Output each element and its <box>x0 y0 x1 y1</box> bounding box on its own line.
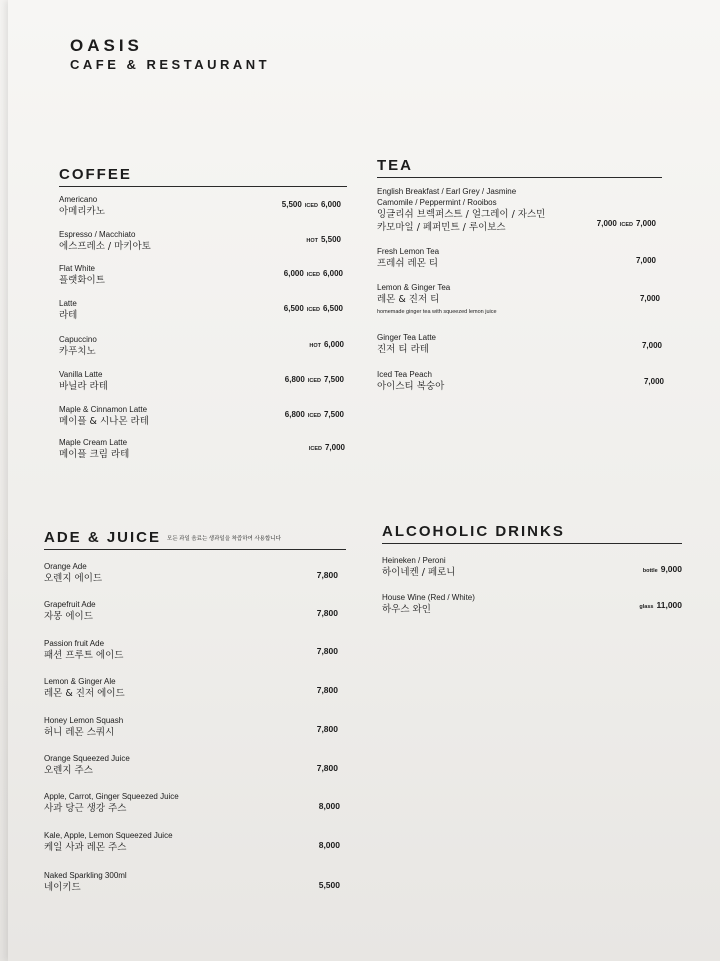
price-tag: ICED <box>304 203 318 209</box>
item-price: 7,000 <box>641 341 662 350</box>
item-price <box>306 443 345 452</box>
item-price: 7,000 <box>635 256 656 265</box>
price-tag: ICED <box>306 307 320 313</box>
price-hot: 5,500 <box>281 200 302 209</box>
menu-item <box>59 369 344 393</box>
item-description: homemade ginger tea with squeezed lemon juice <box>377 309 497 315</box>
item-name-en: Kale, Apple, Lemon Squeezed Juice <box>44 831 173 840</box>
menu-item <box>59 263 343 287</box>
item-name-ko: 하우스 와인 <box>382 604 431 615</box>
item-name-ko: 허니 레몬 스쿼시 <box>44 727 115 738</box>
price-tag: HOT <box>306 238 318 244</box>
menu-item <box>59 334 344 358</box>
ade-juice-section <box>44 528 346 903</box>
item-price <box>306 340 344 349</box>
section-title: TEA <box>377 157 413 174</box>
item-price: 7,000 <box>643 377 664 386</box>
item-price <box>284 304 343 313</box>
item-name-ko: 오렌지 주스 <box>44 765 93 776</box>
item-name-en: Flat White <box>59 264 96 273</box>
section-divider <box>59 186 347 187</box>
alcohol-section <box>382 522 682 632</box>
menu-item <box>44 599 338 623</box>
menu-item <box>382 592 682 616</box>
brand-subtitle: CAFE & RESTAURANT <box>70 57 271 72</box>
item-name-ko: 잉글리쉬 브렉퍼스트 / 얼그레이 / 자스민 <box>377 209 546 220</box>
item-name-en-2: Camomile / Peppermint / Rooibos <box>377 198 497 207</box>
item-name-ko: 프레쉬 레몬 티 <box>377 258 439 269</box>
ade-header <box>44 528 346 550</box>
item-name-ko: 라테 <box>59 310 78 321</box>
price-tag: ICED <box>308 446 322 452</box>
menu-item <box>44 830 340 854</box>
item-name-ko: 카푸치노 <box>59 346 96 357</box>
price-iced: 7,000 <box>324 443 345 452</box>
alcohol-header <box>382 522 682 544</box>
menu-item <box>377 246 656 270</box>
item-name-ko: 네이키드 <box>44 882 81 893</box>
menu-item <box>59 298 343 322</box>
price-iced: 5,500 <box>320 235 341 244</box>
tea-header <box>377 156 662 178</box>
menu-item <box>44 791 340 815</box>
item-name-ko: 레몬 & 진저 에이드 <box>44 688 125 699</box>
menu-item <box>377 369 664 393</box>
item-price: 7,000 <box>639 294 660 303</box>
item-name-en: Latte <box>59 299 77 308</box>
item-name-en: Americano <box>59 195 98 204</box>
menu-item <box>377 282 660 317</box>
item-name-ko: 아메리카노 <box>59 206 105 217</box>
section-note: 모든 과일 음료는 생과일을 착즙하여 사용합니다 <box>167 536 281 542</box>
price-tag: ICED <box>619 222 633 228</box>
item-name-en: Orange Ade <box>44 562 87 571</box>
item-name-en: Vanilla Latte <box>59 370 103 379</box>
brand-header <box>70 36 270 74</box>
menu-item <box>44 561 338 585</box>
coffee-section <box>59 165 347 475</box>
price-iced: 6,500 <box>322 304 343 313</box>
item-name-en: Heineken / Peroni <box>382 556 446 565</box>
item-price: 7,800 <box>316 646 338 656</box>
item-name-en: English Breakfast / Earl Grey / Jasmine <box>377 187 517 196</box>
item-name-ko: 진저 티 라테 <box>377 344 429 355</box>
item-price: 7,800 <box>316 724 338 734</box>
item-price: 7,800 <box>316 608 338 618</box>
section-title: ALCOHOLIC DRINKS <box>382 523 565 540</box>
item-name-ko-2: 카모마일 / 페퍼민트 / 루이보스 <box>377 222 506 233</box>
price-hot: 7,000 <box>596 219 617 228</box>
item-name-en: Capuccino <box>59 335 97 344</box>
item-name-en: Lemon & Ginger Ale <box>44 677 116 686</box>
item-name-ko: 에스프레소 / 마키아토 <box>59 241 151 252</box>
brand-name: OASIS <box>70 36 143 55</box>
price-iced: 7,500 <box>323 410 344 419</box>
item-price: bottle 9,000 <box>642 564 682 574</box>
item-price: 7,800 <box>316 685 338 695</box>
item-name-en: House Wine (Red / White) <box>382 593 475 602</box>
section-divider <box>382 543 682 544</box>
price-iced: 6,000 <box>320 200 341 209</box>
item-name-en: Naked Sparkling 300ml <box>44 871 127 880</box>
item-price <box>284 269 343 278</box>
menu-item <box>382 555 682 579</box>
menu-item <box>44 638 338 662</box>
item-name-ko: 플랫화이트 <box>59 275 105 286</box>
item-name-ko: 하이네켄 / 페로니 <box>382 567 456 578</box>
tea-section <box>377 156 662 406</box>
item-price: 7,800 <box>316 763 338 773</box>
price-tag: ICED <box>307 413 321 419</box>
item-name-en: Fresh Lemon Tea <box>377 247 440 256</box>
item-name-en: Maple Cream Latte <box>59 438 128 447</box>
item-name-ko: 아이스티 복숭아 <box>377 381 445 392</box>
item-name-en: Lemon & Ginger Tea <box>377 283 451 292</box>
item-price: glass 11,000 <box>639 600 682 610</box>
price-hot: 6,800 <box>284 375 305 384</box>
item-name-en: Maple & Cinnamon Latte <box>59 405 148 414</box>
price-tag: bottle <box>642 568 658 574</box>
section-divider <box>44 549 346 550</box>
price-tag: ICED <box>307 378 321 384</box>
menu-item <box>59 437 345 461</box>
price-hot: 6,500 <box>283 304 304 313</box>
menu-item <box>377 332 662 356</box>
item-price: 8,000 <box>318 801 340 811</box>
item-name-ko: 케일 사과 레몬 주스 <box>44 842 127 853</box>
menu-item <box>59 404 344 428</box>
menu-item <box>44 753 338 777</box>
item-name-en: Ginger Tea Latte <box>377 333 437 342</box>
item-name-en: Grapefruit Ade <box>44 600 96 609</box>
price-tag: glass <box>639 604 654 610</box>
menu-item <box>59 229 341 253</box>
item-name-en: Orange Squeezed Juice <box>44 754 130 763</box>
menu-item <box>44 870 340 894</box>
section-title: ADE & JUICE <box>44 529 162 546</box>
menu-item <box>44 715 338 739</box>
item-price <box>303 235 341 244</box>
menu-item <box>44 676 338 700</box>
price-tag: ICED <box>306 272 320 278</box>
section-divider <box>377 177 662 178</box>
price-iced: 7,000 <box>635 219 656 228</box>
item-name-en: Passion fruit Ade <box>44 639 105 648</box>
item-name-en: Iced Tea Peach <box>377 370 433 379</box>
price-hot: 6,800 <box>284 410 305 419</box>
item-name-ko: 오렌지 에이드 <box>44 573 103 584</box>
item-name-en: Espresso / Macchiato <box>59 230 136 239</box>
item-name-ko: 메이플 크림 라테 <box>59 449 130 460</box>
price-tag: HOT <box>309 343 321 349</box>
section-title: COFFEE <box>59 166 132 183</box>
item-price <box>597 219 656 228</box>
item-price: 7,800 <box>316 570 338 580</box>
item-name-en: Honey Lemon Squash <box>44 716 124 725</box>
item-price <box>285 410 344 419</box>
item-name-en: Apple, Carrot, Ginger Squeezed Juice <box>44 792 179 801</box>
item-name-ko: 바닐라 라테 <box>59 381 108 392</box>
price-iced: 6,000 <box>323 340 344 349</box>
item-name-ko: 패션 프루트 에이드 <box>44 650 124 661</box>
menu-item <box>59 194 341 218</box>
item-name-ko: 레몬 & 진저 티 <box>377 294 440 305</box>
price-hot: 6,000 <box>283 269 304 278</box>
price-iced: 7,500 <box>323 375 344 384</box>
price-iced: 6,000 <box>322 269 343 278</box>
menu-page <box>8 0 720 961</box>
item-price <box>282 200 341 209</box>
item-name-ko: 자몽 에이드 <box>44 611 93 622</box>
item-name-ko: 사과 당근 생강 주스 <box>44 803 127 814</box>
item-name-ko: 메이플 & 시나몬 라테 <box>59 416 149 427</box>
menu-item <box>377 186 656 234</box>
coffee-header <box>59 165 347 187</box>
item-price <box>285 375 344 384</box>
item-price: 8,000 <box>318 840 340 850</box>
item-price: 5,500 <box>318 880 340 890</box>
